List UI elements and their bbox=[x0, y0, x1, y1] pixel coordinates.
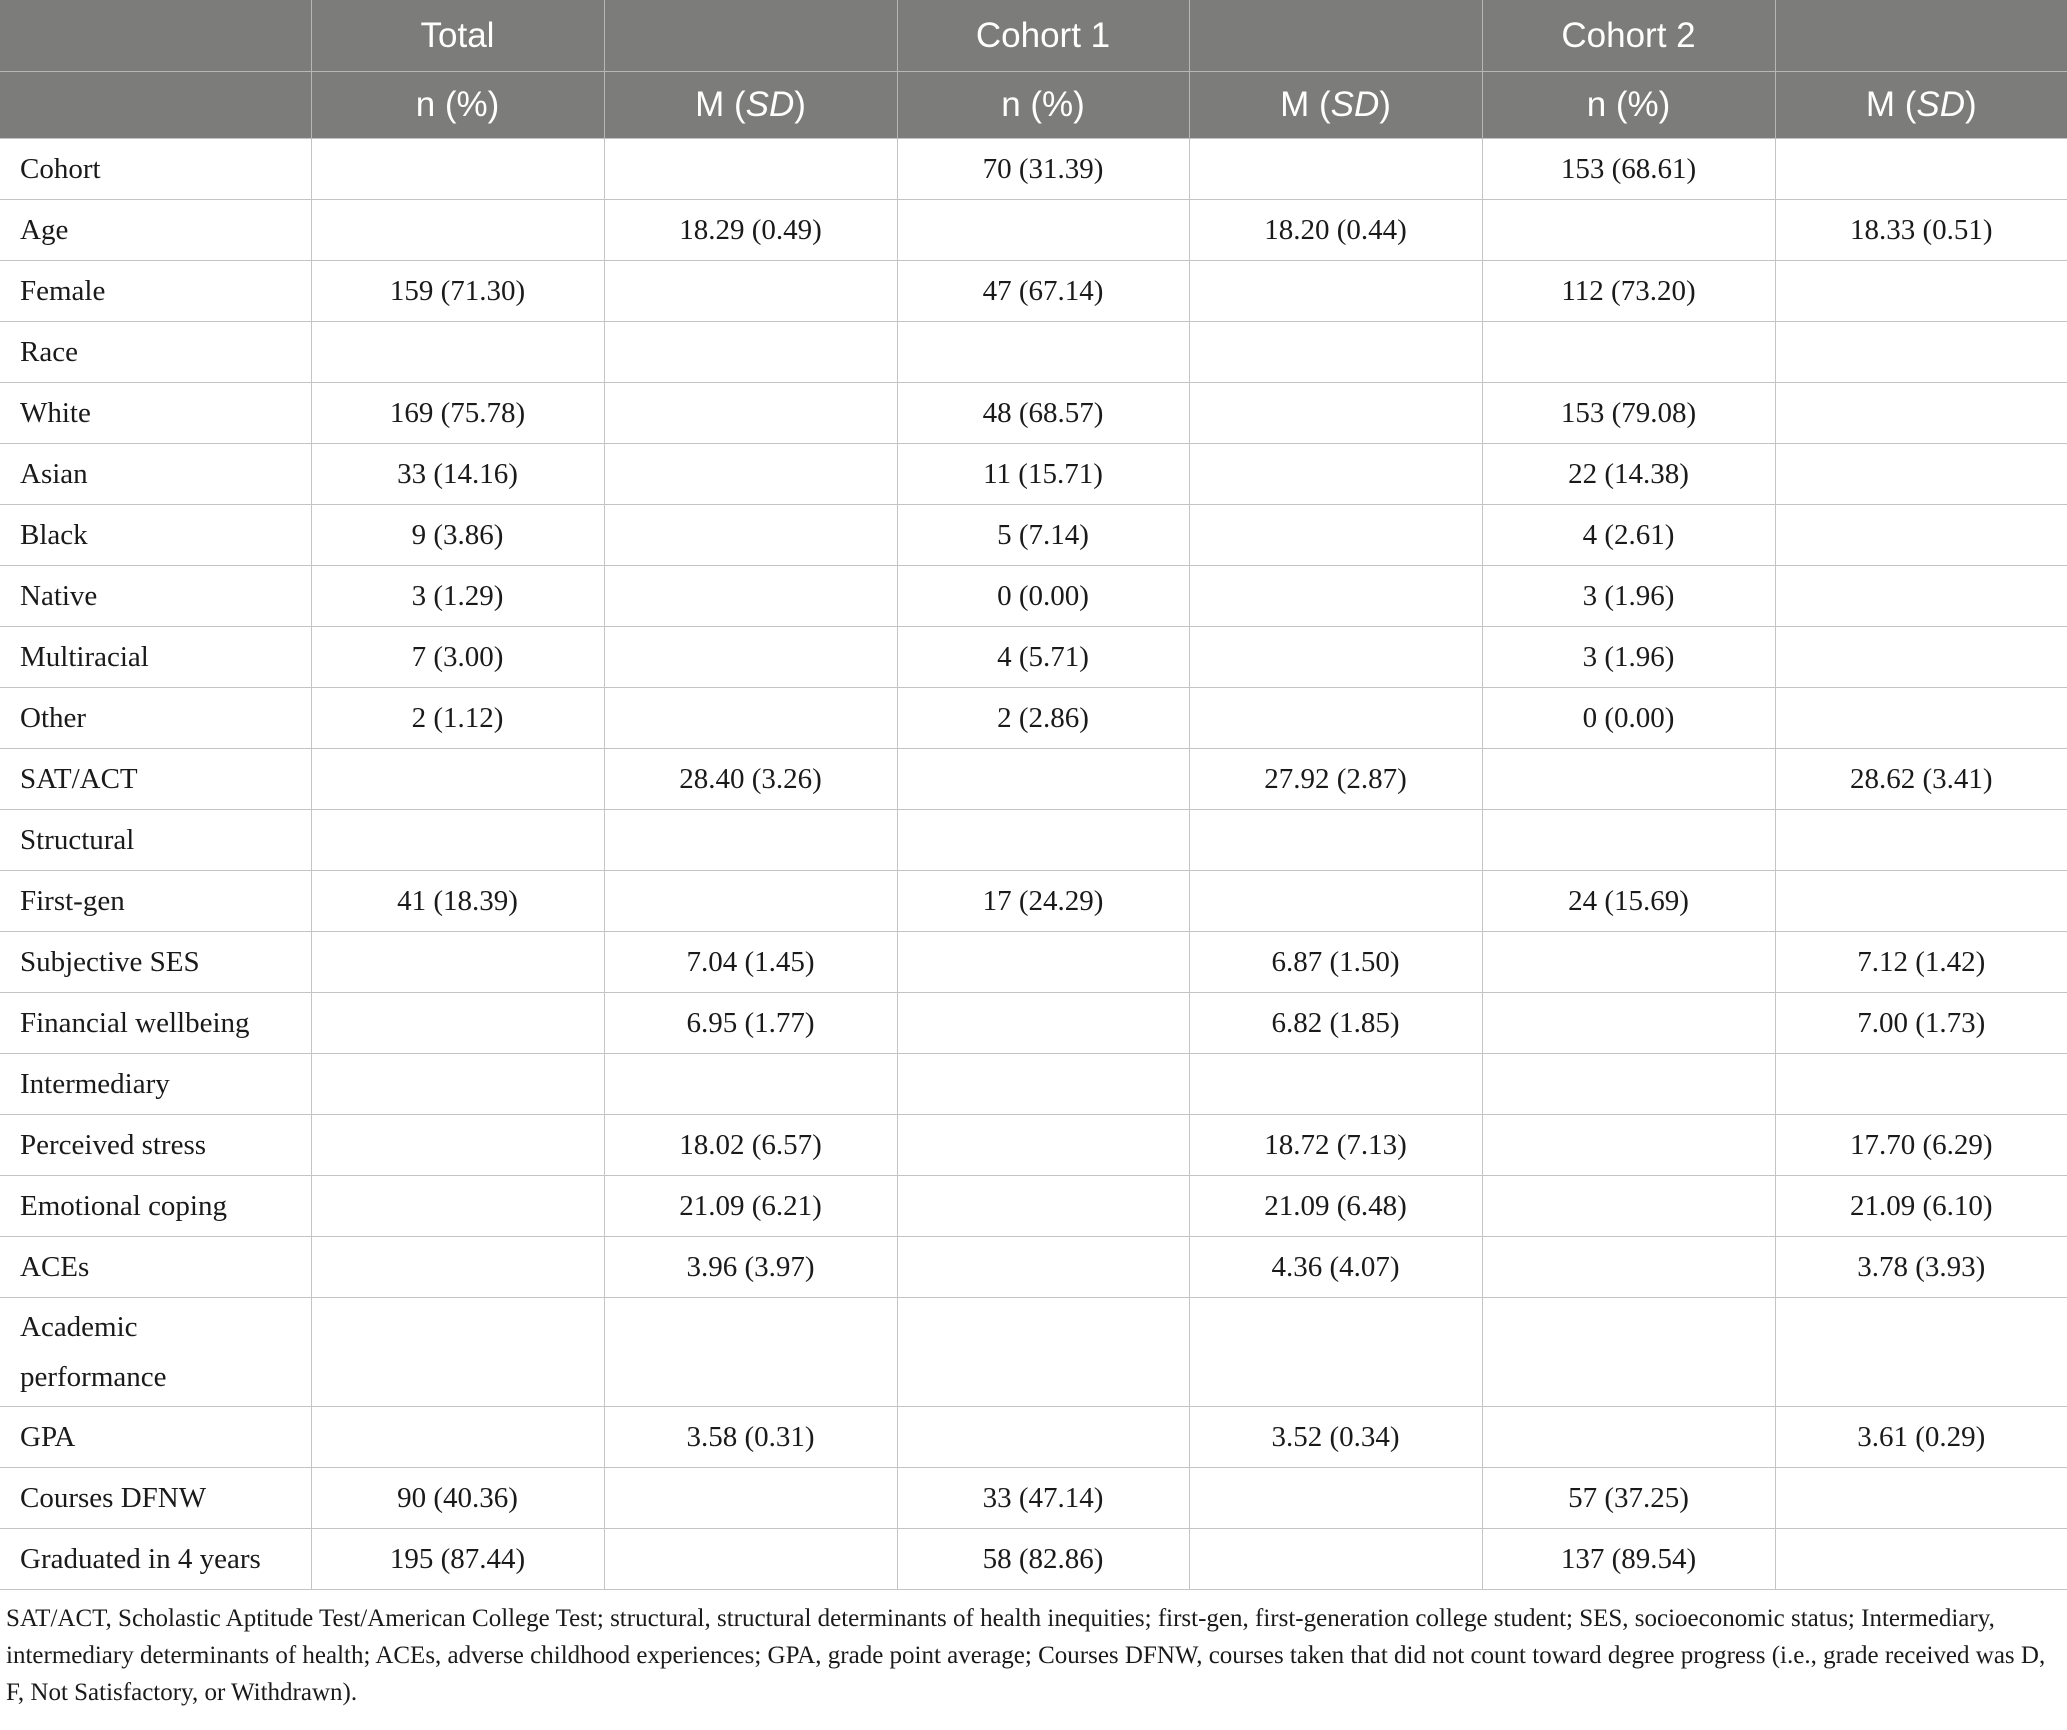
table-cell bbox=[604, 1468, 897, 1529]
table-row bbox=[0, 871, 2067, 932]
table-cell bbox=[897, 1054, 1189, 1115]
table-cell: 6.87 (1.50) bbox=[1189, 932, 1482, 993]
table-row bbox=[0, 932, 2067, 993]
row-label: Race bbox=[0, 322, 311, 383]
table-cell: 17.70 (6.29) bbox=[1775, 1115, 2067, 1176]
row-label: Black bbox=[0, 505, 311, 566]
table-row bbox=[0, 322, 2067, 383]
table-cell bbox=[1189, 1468, 1482, 1529]
table-cell bbox=[311, 932, 604, 993]
table-cell: 6.82 (1.85) bbox=[1189, 993, 1482, 1054]
table-cell: 195 (87.44) bbox=[311, 1529, 604, 1590]
table-cell: 41 (18.39) bbox=[311, 871, 604, 932]
table-cell bbox=[604, 261, 897, 322]
table-cell bbox=[1775, 1468, 2067, 1529]
table-cell: 47 (67.14) bbox=[897, 261, 1189, 322]
table-cell: 2 (2.86) bbox=[897, 688, 1189, 749]
table-cell bbox=[604, 505, 897, 566]
table-cell bbox=[311, 749, 604, 810]
row-label: Native bbox=[0, 566, 311, 627]
table-cell bbox=[1775, 1054, 2067, 1115]
table-cell bbox=[1775, 871, 2067, 932]
table-row bbox=[0, 627, 2067, 688]
table-cell: 21.09 (6.21) bbox=[604, 1176, 897, 1237]
table-cell bbox=[1482, 1237, 1775, 1298]
table-cell bbox=[897, 1237, 1189, 1298]
table-cell bbox=[1482, 200, 1775, 261]
table-cell: 3.96 (3.97) bbox=[604, 1237, 897, 1298]
table-cell bbox=[897, 993, 1189, 1054]
table-cell bbox=[1482, 1176, 1775, 1237]
table-cell bbox=[1775, 383, 2067, 444]
table-cell: 3.58 (0.31) bbox=[604, 1407, 897, 1468]
row-label: Graduated in 4 years bbox=[0, 1529, 311, 1590]
table-cell bbox=[897, 932, 1189, 993]
header-cell-m-sd: M (SD) bbox=[1775, 72, 2067, 139]
row-label: Cohort bbox=[0, 139, 311, 200]
table-cell: 17 (24.29) bbox=[897, 871, 1189, 932]
row-label: Multiracial bbox=[0, 627, 311, 688]
header-cell-blank bbox=[1189, 0, 1482, 72]
header-cell-n-pct: n (%) bbox=[1482, 72, 1775, 139]
table-cell: 18.33 (0.51) bbox=[1775, 200, 2067, 261]
table-cell bbox=[1482, 1407, 1775, 1468]
row-label: GPA bbox=[0, 1407, 311, 1468]
row-label: White bbox=[0, 383, 311, 444]
table-row bbox=[0, 505, 2067, 566]
table-cell: 4.36 (4.07) bbox=[1189, 1237, 1482, 1298]
table-cell: 33 (14.16) bbox=[311, 444, 604, 505]
table-row bbox=[0, 810, 2067, 871]
row-label: Courses DFNW bbox=[0, 1468, 311, 1529]
table-row bbox=[0, 1115, 2067, 1176]
table-cell bbox=[311, 810, 604, 871]
table-cell bbox=[604, 139, 897, 200]
table-cell: 22 (14.38) bbox=[1482, 444, 1775, 505]
table-cell bbox=[1189, 322, 1482, 383]
table-cell bbox=[1482, 810, 1775, 871]
table-cell: 21.09 (6.10) bbox=[1775, 1176, 2067, 1237]
table-cell: 3.78 (3.93) bbox=[1775, 1237, 2067, 1298]
table-cell: 3 (1.29) bbox=[311, 566, 604, 627]
table-cell: 169 (75.78) bbox=[311, 383, 604, 444]
table-cell: 7.04 (1.45) bbox=[604, 932, 897, 993]
row-label: Female bbox=[0, 261, 311, 322]
table-cell bbox=[604, 1054, 897, 1115]
header-cell-blank bbox=[604, 0, 897, 72]
table-cell: 4 (5.71) bbox=[897, 627, 1189, 688]
table-cell: 58 (82.86) bbox=[897, 1529, 1189, 1590]
table-cell: 3.52 (0.34) bbox=[1189, 1407, 1482, 1468]
table-cell bbox=[604, 871, 897, 932]
row-label: First-gen bbox=[0, 871, 311, 932]
row-label: Age bbox=[0, 200, 311, 261]
table-cell bbox=[1189, 688, 1482, 749]
row-label: ACEs bbox=[0, 1237, 311, 1298]
table-cell: 28.40 (3.26) bbox=[604, 749, 897, 810]
table-cell: 18.02 (6.57) bbox=[604, 1115, 897, 1176]
table-cell bbox=[1482, 322, 1775, 383]
table-row bbox=[0, 1529, 2067, 1590]
table-cell: 48 (68.57) bbox=[897, 383, 1189, 444]
header-cell-m-sd: M (SD) bbox=[604, 72, 897, 139]
table-cell bbox=[1482, 932, 1775, 993]
header-cell-cohort-2: Cohort 2 bbox=[1482, 0, 1775, 72]
table-cell: 18.29 (0.49) bbox=[604, 200, 897, 261]
table-footnote: SAT/ACT, Scholastic Aptitude Test/American College Test; structural, structural determinants of health inequities; first-gen, first-generation college student; SES, socioeconomic status; Intermediary, intermediary determinants of health; ACEs, adverse childhood experiences; GPA, grade point average; Courses DFNW, courses taken that did not count toward degree progress (i.e., grade received was D, F, Not Satisfactory, or Withdrawn). bbox=[6, 1605, 2046, 1706]
header-cell-n-pct: n (%) bbox=[311, 72, 604, 139]
table-cell: 6.95 (1.77) bbox=[604, 993, 897, 1054]
table-cell: 90 (40.36) bbox=[311, 1468, 604, 1529]
table-cell bbox=[897, 1298, 1189, 1407]
header-cell-m-sd: M (SD) bbox=[1189, 72, 1482, 139]
table-row bbox=[0, 566, 2067, 627]
table-row bbox=[0, 1468, 2067, 1529]
table-row bbox=[0, 688, 2067, 749]
table-cell bbox=[1775, 627, 2067, 688]
table-cell: 3.61 (0.29) bbox=[1775, 1407, 2067, 1468]
table-cell: 7.00 (1.73) bbox=[1775, 993, 2067, 1054]
table-cell bbox=[1189, 627, 1482, 688]
row-label: Other bbox=[0, 688, 311, 749]
table-cell bbox=[1482, 993, 1775, 1054]
table-cell bbox=[1775, 688, 2067, 749]
table-cell bbox=[604, 1298, 897, 1407]
table-row bbox=[0, 1237, 2067, 1298]
table-cell bbox=[604, 566, 897, 627]
table-cell bbox=[1775, 261, 2067, 322]
table-cell: 112 (73.20) bbox=[1482, 261, 1775, 322]
table-cell: 21.09 (6.48) bbox=[1189, 1176, 1482, 1237]
table-row bbox=[0, 139, 2067, 200]
table-cell: 11 (15.71) bbox=[897, 444, 1189, 505]
table-cell bbox=[311, 200, 604, 261]
table-cell bbox=[1189, 1054, 1482, 1115]
row-label: Intermediary bbox=[0, 1054, 311, 1115]
header-cell-n-pct: n (%) bbox=[897, 72, 1189, 139]
table-cell: 0 (0.00) bbox=[897, 566, 1189, 627]
table-cell bbox=[897, 810, 1189, 871]
table-cell bbox=[1775, 566, 2067, 627]
table-cell: 159 (71.30) bbox=[311, 261, 604, 322]
table-cell: 4 (2.61) bbox=[1482, 505, 1775, 566]
header-cell-blank bbox=[1775, 0, 2067, 72]
table-row bbox=[0, 200, 2067, 261]
header-cell-label bbox=[0, 72, 311, 139]
table-cell bbox=[311, 1298, 604, 1407]
table-cell bbox=[1775, 322, 2067, 383]
table-row bbox=[0, 1176, 2067, 1237]
row-label: Asian bbox=[0, 444, 311, 505]
table-cell bbox=[604, 322, 897, 383]
table-cell bbox=[1482, 1054, 1775, 1115]
table-cell bbox=[1189, 1529, 1482, 1590]
table-cell bbox=[311, 1237, 604, 1298]
table-cell bbox=[1189, 261, 1482, 322]
header-cell-total: Total bbox=[311, 0, 604, 72]
table-cell bbox=[897, 1115, 1189, 1176]
table-row bbox=[0, 444, 2067, 505]
row-label: Subjective SES bbox=[0, 932, 311, 993]
table-cell: 3 (1.96) bbox=[1482, 566, 1775, 627]
table-cell bbox=[1189, 1298, 1482, 1407]
table-row bbox=[0, 1407, 2067, 1468]
table-cell bbox=[311, 1115, 604, 1176]
table-cell bbox=[1189, 566, 1482, 627]
table-cell bbox=[604, 810, 897, 871]
table-cell bbox=[1775, 1298, 2067, 1407]
row-label: Structural bbox=[0, 810, 311, 871]
row-label: Perceived stress bbox=[0, 1115, 311, 1176]
row-label: Financial wellbeing bbox=[0, 993, 311, 1054]
header-row-measures bbox=[0, 72, 2067, 139]
table-cell bbox=[1482, 1298, 1775, 1407]
table-cell bbox=[1775, 139, 2067, 200]
table-cell bbox=[604, 1529, 897, 1590]
table-row bbox=[0, 261, 2067, 322]
table-cell bbox=[897, 749, 1189, 810]
table-cell: 33 (47.14) bbox=[897, 1468, 1189, 1529]
table-cell bbox=[897, 1407, 1189, 1468]
table-cell bbox=[1189, 810, 1482, 871]
table-cell bbox=[1775, 1529, 2067, 1590]
table-row bbox=[0, 749, 2067, 810]
table-body bbox=[0, 139, 2067, 1590]
table-cell bbox=[1482, 749, 1775, 810]
table-row bbox=[0, 993, 2067, 1054]
table-cell: 24 (15.69) bbox=[1482, 871, 1775, 932]
table-cell bbox=[1775, 505, 2067, 566]
row-label: Academic performance bbox=[0, 1298, 311, 1407]
table-cell: 27.92 (2.87) bbox=[1189, 749, 1482, 810]
table-cell bbox=[1775, 810, 2067, 871]
table-cell: 153 (79.08) bbox=[1482, 383, 1775, 444]
table-cell bbox=[1189, 505, 1482, 566]
row-label: SAT/ACT bbox=[0, 749, 311, 810]
table-cell bbox=[311, 322, 604, 383]
table-row bbox=[0, 383, 2067, 444]
table-cell bbox=[604, 627, 897, 688]
table-cell bbox=[1775, 444, 2067, 505]
table-cell: 2 (1.12) bbox=[311, 688, 604, 749]
table-cell bbox=[311, 1176, 604, 1237]
table-cell: 57 (37.25) bbox=[1482, 1468, 1775, 1529]
table-cell bbox=[604, 383, 897, 444]
table-cell: 18.72 (7.13) bbox=[1189, 1115, 1482, 1176]
table-cell bbox=[604, 444, 897, 505]
table-cell: 70 (31.39) bbox=[897, 139, 1189, 200]
table-cell bbox=[897, 322, 1189, 383]
table-cell: 153 (68.61) bbox=[1482, 139, 1775, 200]
table-cell bbox=[897, 200, 1189, 261]
table-row bbox=[0, 1054, 2067, 1115]
table-cell bbox=[1189, 871, 1482, 932]
table-cell: 28.62 (3.41) bbox=[1775, 749, 2067, 810]
table-cell: 18.20 (0.44) bbox=[1189, 200, 1482, 261]
table-cell bbox=[311, 1054, 604, 1115]
table-cell bbox=[604, 688, 897, 749]
table-cell bbox=[311, 139, 604, 200]
table-cell: 137 (89.54) bbox=[1482, 1529, 1775, 1590]
row-label: Emotional coping bbox=[0, 1176, 311, 1237]
table-header bbox=[0, 0, 2067, 139]
table-cell bbox=[311, 1407, 604, 1468]
table-cell bbox=[311, 993, 604, 1054]
table-cell: 7 (3.00) bbox=[311, 627, 604, 688]
table-cell: 3 (1.96) bbox=[1482, 627, 1775, 688]
table-cell: 7.12 (1.42) bbox=[1775, 932, 2067, 993]
table-cell: 5 (7.14) bbox=[897, 505, 1189, 566]
table-cell bbox=[1189, 444, 1482, 505]
table-cell bbox=[1189, 383, 1482, 444]
header-row-groups bbox=[0, 0, 2067, 72]
table-cell: 9 (3.86) bbox=[311, 505, 604, 566]
table-cell: 0 (0.00) bbox=[1482, 688, 1775, 749]
header-cell-label bbox=[0, 0, 311, 72]
table-cell bbox=[1189, 139, 1482, 200]
header-cell-cohort-1: Cohort 1 bbox=[897, 0, 1189, 72]
table-row bbox=[0, 1298, 2067, 1407]
table-cell bbox=[897, 1176, 1189, 1237]
table-cell bbox=[1482, 1115, 1775, 1176]
